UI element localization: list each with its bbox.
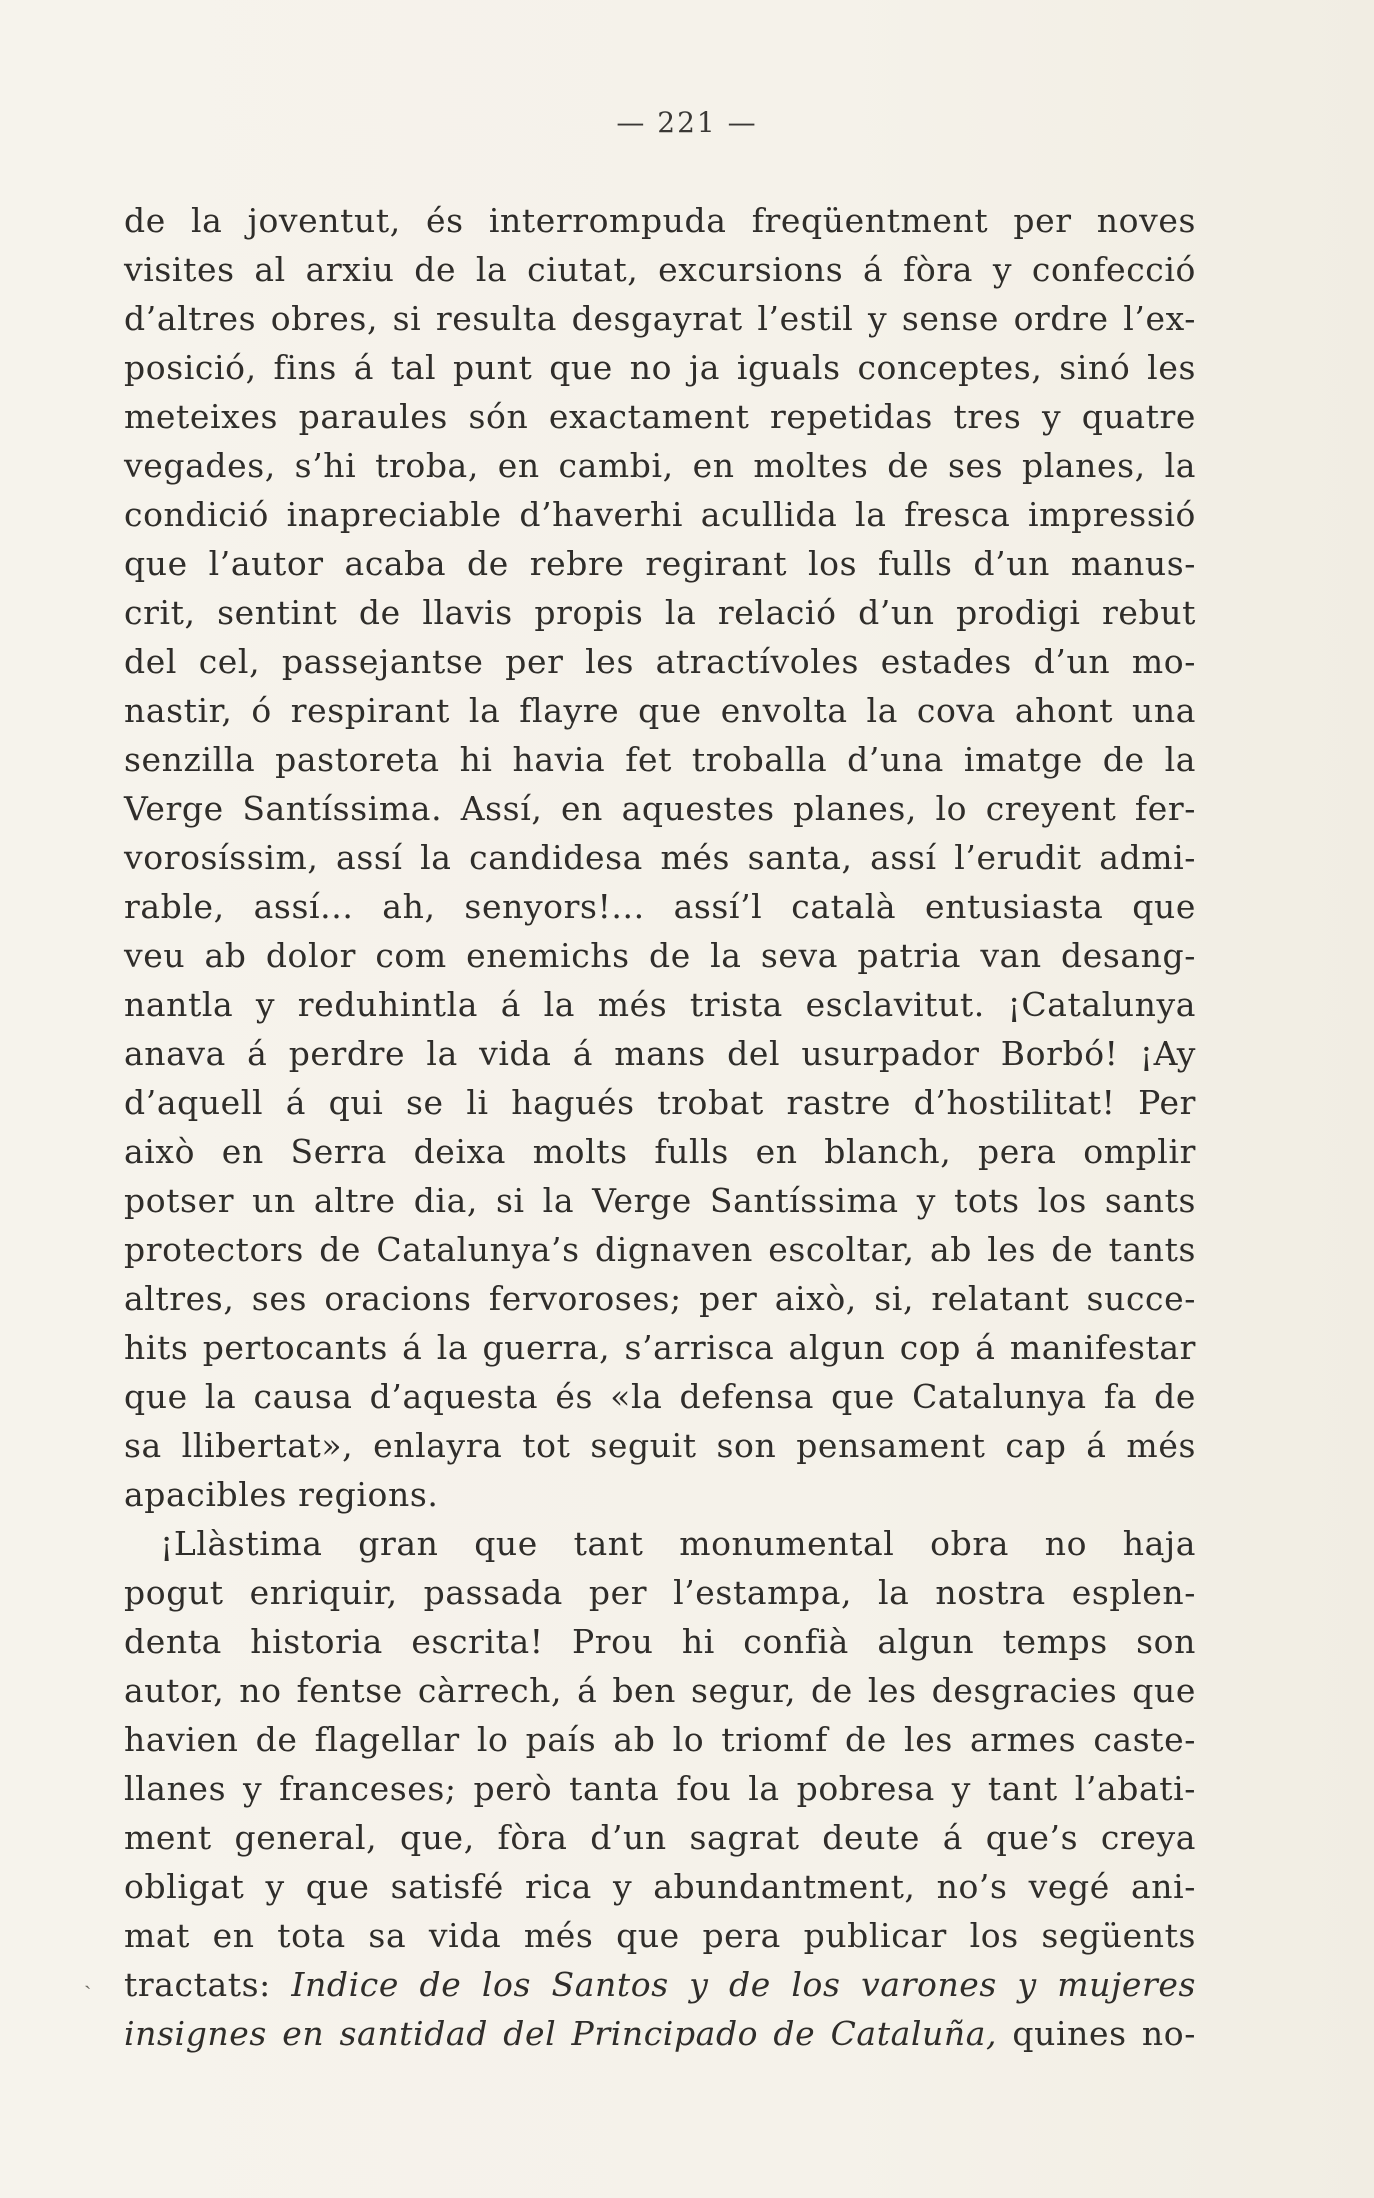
text-line: pogut enriquir, passada per l’estampa, la nostra esplen- bbox=[124, 1573, 1196, 1612]
text-line: nastir, ó respirant la flayre que envolta la cova ahont una bbox=[124, 691, 1196, 730]
body-text bbox=[124, 196, 1196, 2058]
text-line: rable, assí... ah, senyors!... assí’l català entusiasta que bbox=[124, 887, 1196, 926]
text-line-with-title bbox=[124, 2009, 1196, 2058]
text-line: del cel, passejantse per les atractívoles estades d’un mo- bbox=[124, 642, 1196, 681]
text-line: visites al arxiu de la ciutat, excursions á fòra y confecció bbox=[124, 250, 1196, 289]
text-line: Verge Santíssima. Assí, en aquestes planes, lo creyent fer- bbox=[124, 789, 1196, 828]
text-line: això en Serra deixa molts fulls en blanch, pera omplir bbox=[124, 1132, 1196, 1171]
text-line: havien de flagellar lo país ab lo triomf de les armes caste- bbox=[124, 1720, 1196, 1759]
text-line: que la causa d’aquesta és «la defensa que Catalunya fa de bbox=[124, 1377, 1196, 1416]
text-line: hits pertocants á la guerra, s’arrisca algun cop á manifestar bbox=[124, 1328, 1196, 1367]
text-line: crit, sentint de llavis propis la relació d’un prodigi rebut bbox=[124, 593, 1196, 632]
text-line: ¡Llàstima gran que tant monumental obra no haja bbox=[160, 1524, 1196, 1563]
text-line: d’altres obres, si resulta desgayrat l’estil y sense ordre l’ex- bbox=[124, 299, 1196, 338]
text-line-with-title bbox=[124, 1960, 1196, 2009]
text-line: denta historia escrita! Prou hi confià algun temps son bbox=[124, 1622, 1196, 1661]
text-line: sa llibertat», enlayra tot seguit son pensament cap á més bbox=[124, 1426, 1196, 1465]
text-line: mat en tota sa vida més que pera publicar los següents bbox=[124, 1916, 1196, 1955]
text-line: anava á perdre la vida á mans del usurpador Borbó! ¡Ay bbox=[124, 1034, 1196, 1073]
text-line: de la joventut, és interrompuda freqüentment per noves bbox=[124, 201, 1196, 240]
page-number: — 221 — bbox=[616, 106, 758, 139]
text-line: senzilla pastoreta hi havia fet troballa d’una imatge de la bbox=[124, 740, 1196, 779]
text-line: ment general, que, fòra d’un sagrat deute á que’s creya bbox=[124, 1818, 1196, 1857]
book-title-italic: insignes en santidad del Principado de Cataluña, bbox=[124, 2014, 998, 2053]
text-line: apacibles regions. bbox=[124, 1475, 439, 1514]
text-line: veu ab dolor com enemichs de la seva patria van desang- bbox=[124, 936, 1196, 975]
book-title-italic: Indice de los Santos y de los varones y mujeres bbox=[291, 1965, 1197, 2004]
text-line: d’aquell á qui se li hagués trobat rastre d’hostilitat! Per bbox=[124, 1083, 1196, 1122]
text-fragment: quines no- bbox=[997, 2014, 1196, 2053]
text-line: potser un altre dia, si la Verge Santíssima y tots los sants bbox=[124, 1181, 1196, 1220]
text-line: obligat y que satisfé rica y abundantment, no’s vegé ani- bbox=[124, 1867, 1196, 1906]
margin-mark: ˎ bbox=[84, 1965, 92, 1990]
text-fragment: tractats: bbox=[124, 1965, 292, 2004]
text-line: vegades, s’hi troba, en cambi, en moltes de ses planes, la bbox=[124, 446, 1196, 485]
text-line: condició inapreciable d’haverhi acullida la fresca impressió bbox=[124, 495, 1196, 534]
text-line: posició, fins á tal punt que no ja iguals conceptes, sinó les bbox=[124, 348, 1196, 387]
text-line: meteixes paraules són exactament repetidas tres y quatre bbox=[124, 397, 1196, 436]
text-line: vorosíssim, assí la candidesa més santa, assí l’erudit admi- bbox=[124, 838, 1196, 877]
text-line: que l’autor acaba de rebre regirant los fulls d’un manus- bbox=[124, 544, 1196, 583]
text-line: nantla y reduhintla á la més trista esclavitut. ¡Catalunya bbox=[124, 985, 1196, 1024]
text-line: protectors de Catalunya’s dignaven escoltar, ab les de tants bbox=[124, 1230, 1196, 1269]
text-line: altres, ses oracions fervoroses; per això, si, relatant succe- bbox=[124, 1279, 1196, 1318]
text-line: autor, no fentse càrrech, á ben segur, de les desgracies que bbox=[124, 1671, 1196, 1710]
text-line: llanes y franceses; però tanta fou la pobresa y tant l’abati- bbox=[124, 1769, 1196, 1808]
